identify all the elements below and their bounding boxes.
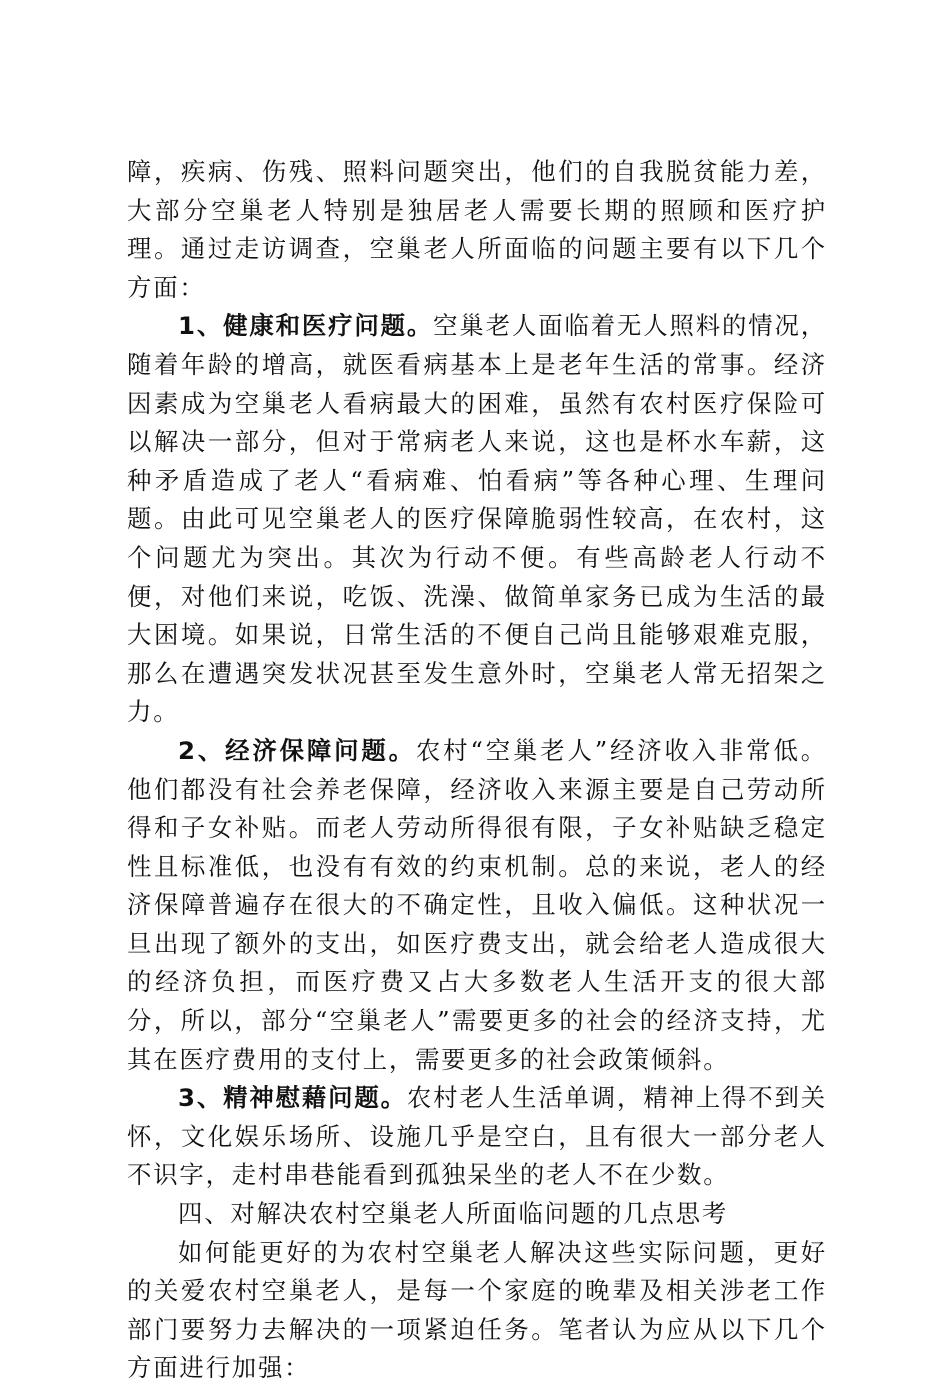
paragraph-text: 农村“空巢老人”经济收入非常低。他们都没有社会养老保障，经济收入来源主要是自己劳动所得和子女补贴。而老人劳动所得很有限，子女补贴缺乏稳定性且标准低，也没有有效的约束机制。总的来说，老人的经济保障普遍存在很大的不确定性，且收入偏低。这种状况一旦出现了额外的支出，如医疗费支出，就会给老人造成很大的经济负担，而医疗费又占大多数老人生活开支的很大部分，所以，部分“空巢老人”需要更多的社会的经济支持，尤其在医疗费用的支付上，需要更多的社会政策倾斜。 (127, 735, 827, 1074)
paragraph-text: 如何能更好的为农村空巢老人解决这些实际问题，更好的关爱农村空巢老人，是每一个家庭的晚辈及相关涉老工作部门要努力去解决的一项紧迫任务。笔者认为应从以下几个方面进行加强： (127, 1237, 827, 1383)
paragraph-lead-health-medical: 1、健康和医疗问题。 (178, 311, 434, 341)
paragraph-lead-economic-security: 2、经济保障问题。 (178, 735, 416, 765)
document-body (127, 153, 827, 1388)
paragraph-health-medical (127, 307, 827, 732)
paragraph-solutions-intro (127, 1234, 827, 1388)
paragraph-lead-spiritual-comfort: 3、精神慰藉问题。 (178, 1083, 407, 1113)
paragraph-text: 农村老人生活单调，精神上得不到关怀，文化娱乐场所、设施几乎是空白，且有很大一部分老人不识字，走村串巷能看到孤独呆坐的老人不在少数。 (127, 1083, 827, 1190)
paragraph-text: 空巢老人面临着无人照料的情况，随着年龄的增高，就医看病基本上是老年生活的常事。经济因素成为空巢老人看病最大的困难，虽然有农村医疗保险可以解决一部分，但对于常病老人来说，这也是杯水车薪，这种矛盾造成了老人“看病难、怕看病”等各种心理、生理问题。由此可见空巢老人的医疗保障脆弱性较高，在农村，这个问题尤为突出。其次为行动不便。有些高龄老人行动不便，对他们来说，吃饭、洗澡、做简单家务已成为生活的最大困境。如果说，日常生活的不便自己尚且能够艰难克服，那么在遭遇突发状况甚至发生意外时，空巢老人常无招架之力。 (127, 311, 827, 727)
paragraph-continuation (127, 153, 827, 307)
paragraph-economic-security (127, 732, 827, 1079)
section-heading-four: 四、对解决农村空巢老人所面临问题的几点思考 (178, 1199, 729, 1229)
paragraph-spiritual-comfort (127, 1079, 827, 1195)
paragraph-text: 障，疾病、伤残、照料问题突出，他们的自我脱贫能力差，大部分空巢老人特别是独居老人需要长期的照顾和医疗护理。通过走访调查，空巢老人所面临的问题主要有以下几个方面： (127, 157, 827, 302)
